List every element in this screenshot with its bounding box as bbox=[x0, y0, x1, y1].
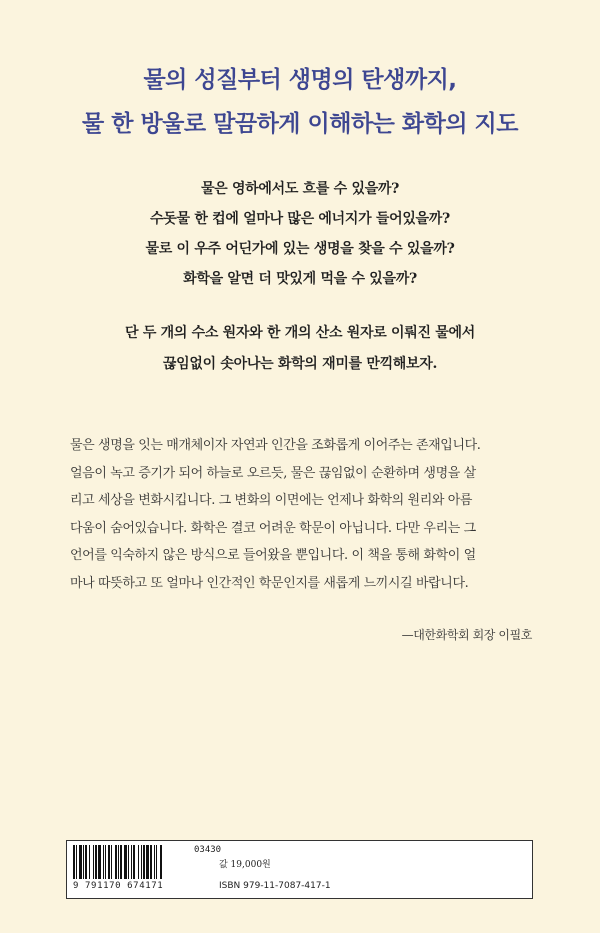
endorsement-line: 다움이 숨어있습니다. 화학은 결코 어려운 학문이 아닙니다. 다만 우리는 그 bbox=[70, 520, 476, 536]
question-item: 화학을 알면 더 맛있게 먹을 수 있을까? bbox=[183, 271, 417, 287]
barcode-icon bbox=[73, 845, 188, 881]
endorsement-line: 물은 생명을 잇는 매개체이자 자연과 인간을 조화롭게 이어주는 존재입니다. bbox=[70, 438, 481, 453]
question-item: 물로 이 우주 어딘가에 있는 생명을 찾을 수 있을까? bbox=[145, 241, 455, 257]
endorsement-line: 얼음이 녹고 증기가 되어 하늘로 오르듯, 물은 끊임없이 순환하며 생명을 살 bbox=[70, 465, 476, 481]
endorsement-line: 마나 따뜻하고 또 얼마나 인간적인 학문인지를 새롭게 느끼시길 바랍니다. bbox=[70, 575, 469, 591]
isbn-label: ISBN 979-11-7087-417-1 bbox=[219, 881, 331, 891]
headline-line-2: 물 한 방울로 말끔하게 이해하는 화학의 지도 bbox=[82, 111, 518, 137]
barcode-box bbox=[66, 840, 533, 899]
barcode-digits: 9 791170 674171 bbox=[73, 881, 164, 891]
statement-line: 끊임없이 솟아나는 화학의 재미를 만끽해보자. bbox=[162, 356, 438, 372]
question-list bbox=[0, 174, 600, 294]
attribution: —대한화학회 회장 이필호 bbox=[401, 628, 532, 642]
statement-line: 단 두 개의 수소 원자와 한 개의 산소 원자로 이뤄진 물에서 bbox=[125, 325, 475, 341]
question-item: 물은 영하에서도 흐를 수 있을까? bbox=[200, 181, 400, 197]
barcode-addon-code: 03430 bbox=[194, 845, 222, 855]
price-label: 값 19,000원 bbox=[219, 860, 271, 870]
question-item: 수돗물 한 컵에 얼마나 많은 에너지가 들어있을까? bbox=[150, 211, 450, 227]
headline bbox=[0, 58, 600, 146]
headline-line-1: 물의 성질부터 생명의 탄생까지, bbox=[143, 67, 457, 93]
endorsement-line: 언어를 익숙하지 않은 방식으로 들어왔을 뿐입니다. 이 책을 통해 화학이 얼 bbox=[70, 548, 476, 563]
endorsement-line: 리고 세상을 변화시킵니다. 그 변화의 이면에는 언제나 화학의 원리와 아름 bbox=[70, 493, 473, 508]
endorsement-text bbox=[70, 432, 532, 597]
statement bbox=[0, 318, 600, 380]
